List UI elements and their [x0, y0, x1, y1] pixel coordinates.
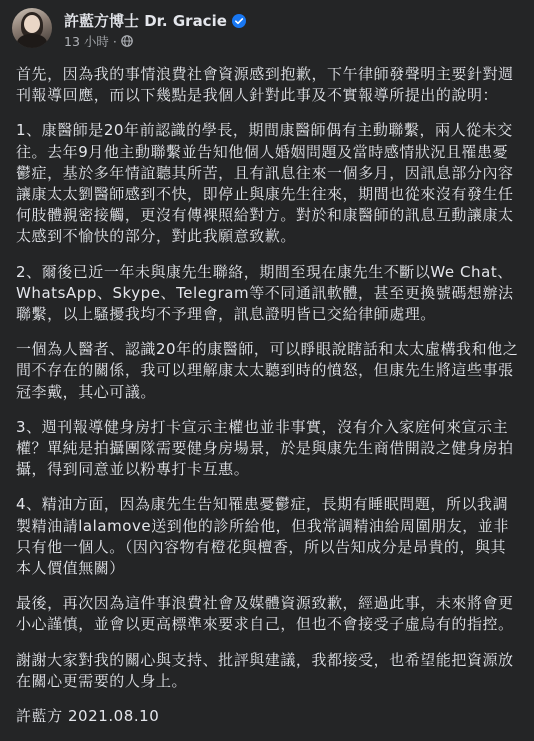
author-row — [64, 10, 246, 30]
post-paragraph: 3、週刊報導健身房打卡宣示主權也並非事實，沒有介入家庭何來宣示主權？單純是拍攝團隊需要健身房場景，於是與康先生商借開設之健身房拍攝，得到同意並以粉專打卡互惠。 — [16, 417, 514, 479]
post-body — [16, 64, 521, 741]
post-paragraph: 2、爾後已近一年未與康先生聯絡，期間至現在康先生不斷以We Chat、WhatsApp、Skype、Telegram等不同通訊軟體，甚至更換號碼想辦法聯繫，以上騷擾我均不予理會，訊息證明皆已交給律師處理。 — [16, 262, 514, 324]
verified-badge-icon — [232, 13, 246, 27]
post-signature: 許藍方 2021.08.10 — [16, 707, 160, 726]
post-header — [12, 8, 522, 56]
globe-icon[interactable] — [121, 35, 133, 47]
post-paragraph: 一個為人醫者、認識20年的康醫師，可以睜眼說瞎話和太太虛構我和他之間不存在的關係，我可以理解康太太聽到時的憤怒，但康先生將這些事張冠李戴，其心可議。 — [16, 340, 519, 401]
author-name[interactable]: 許藍方博士 Dr. Gracie — [64, 11, 227, 30]
post-timestamp[interactable]: 13 小時 — [64, 34, 109, 49]
post-paragraph: 最後，再次因為這件事浪費社會及媒體資源致歉，經過此事，未來將會更小心謹慎，並會以更高標準來要求自己，但也不會接受子虛烏有的指控。 — [16, 594, 514, 634]
post-paragraph: 謝謝大家對我的關心與支持、批評與建議，我都接受，也希望能把資源放在關心更需要的人身上。 — [16, 650, 514, 690]
post-paragraph: 1、康醫師是20年前認識的學長，期間康醫師偶有主動聯繫，兩人從未交往。去年9月他主動聯繫並告知他個人婚姻問題及當時感情狀況且罹患憂鬱症，基於多年情誼聽其所苦，且有訊息往來一個多月，因訊息部分內容讓康太太劉醫師感到不快，即停止與康先生往來，期間也從來沒有發生任何肢體親密接觸，更沒有傳裸照給對方。對於和康醫師的訊息互動讓康太太感到不愉快的部分，對此我願意致歉。 — [16, 121, 514, 246]
meta-separator: · — [112, 33, 117, 49]
post-paragraph: 首先，因為我的事情浪費社會資源感到抱歉，下午律師發聲明主要針對週刊報導回應，而以下幾點是我個人針對此事及不實報導所提出的說明： — [16, 65, 514, 105]
post-meta — [64, 33, 133, 49]
post-paragraph: 4、精油方面，因為康先生告知罹患憂鬱症，長期有睡眠問題，所以我調製精油請lalamove送到他的診所給他，但我常調精油給周圍朋友，並非只有他一個人。（因內容物有橙花與檀香，所以告知成分是昂貴的，與其本人價值無關） — [16, 495, 509, 578]
avatar[interactable] — [12, 8, 52, 48]
